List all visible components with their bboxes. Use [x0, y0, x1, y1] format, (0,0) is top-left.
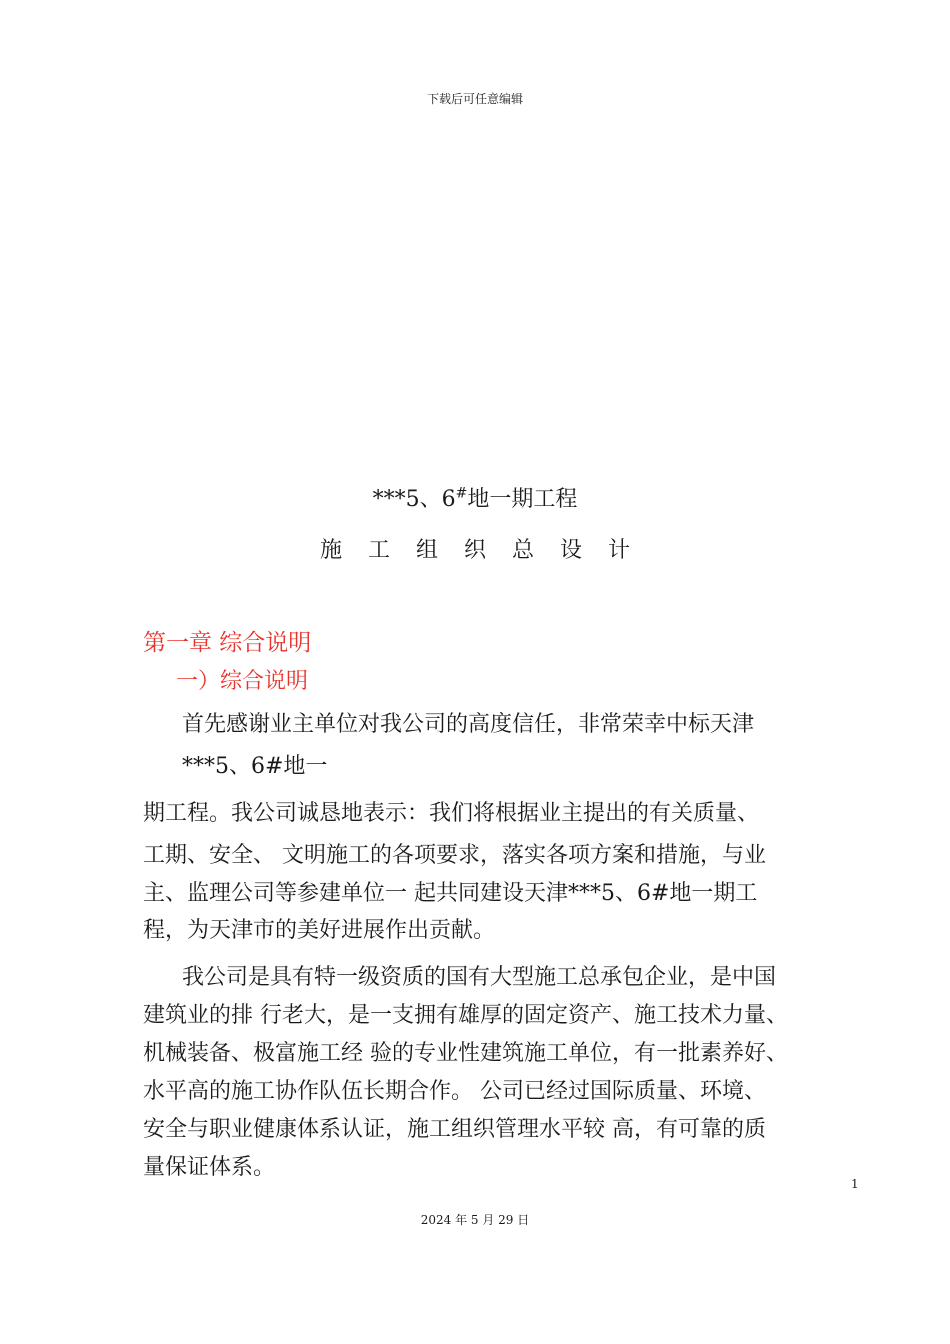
title-suffix: 地一期工程 [467, 487, 578, 512]
chapter-heading: 第一章 综合说明 [143, 630, 312, 656]
section-heading: 一）综合说明 [176, 669, 309, 694]
title-prefix: ***5、6 [372, 487, 456, 512]
paragraph-line: ***5、6#地一 [182, 754, 328, 779]
paragraph-line: 水平高的施工协作队伍长期合作。 公司已经过国际质量、环境、 [143, 1079, 766, 1104]
paragraph-line: 我公司是具有特一级资质的国有大型施工总承包企业，是中国 [182, 965, 777, 990]
document-title [0, 482, 950, 513]
paragraph-line: 机械装备、极富施工经 验的专业性建筑施工单位，有一批素养好、 [143, 1041, 788, 1066]
paragraph-line: 主、监理公司等参建单位一 起共同建设天津***5、6#地一期工 [143, 881, 758, 906]
paragraph-line: 安全与职业健康体系认证，施工组织管理水平较 高，有可靠的质 [143, 1117, 766, 1142]
paragraph-line: 工期、安全、 文明施工的各项要求，落实各项方案和措施，与业 [143, 843, 766, 868]
document-subtitle: 施工组织总设计 [319, 538, 656, 563]
paragraph-line: 期工程。我公司诚恳地表示：我们将根据业主提出的有关质量、 [143, 801, 760, 826]
title-superscript: # [455, 485, 468, 502]
paragraph-line: 量保证体系。 [143, 1155, 276, 1180]
paragraph-line: 建筑业的排 行老大，是一支拥有雄厚的固定资产、施工技术力量、 [143, 1003, 788, 1028]
footer-date: 2024 年 5 月 29 日 [420, 1213, 530, 1227]
paragraph-line: 程，为天津市的美好进展作出贡献。 [143, 918, 496, 943]
header-note: 下载后可任意编辑 [426, 92, 523, 106]
page-number: 1 [851, 1177, 859, 1191]
paragraph-line: 首先感谢业主单位对我公司的高度信任，非常荣幸中标天津 [182, 712, 755, 737]
